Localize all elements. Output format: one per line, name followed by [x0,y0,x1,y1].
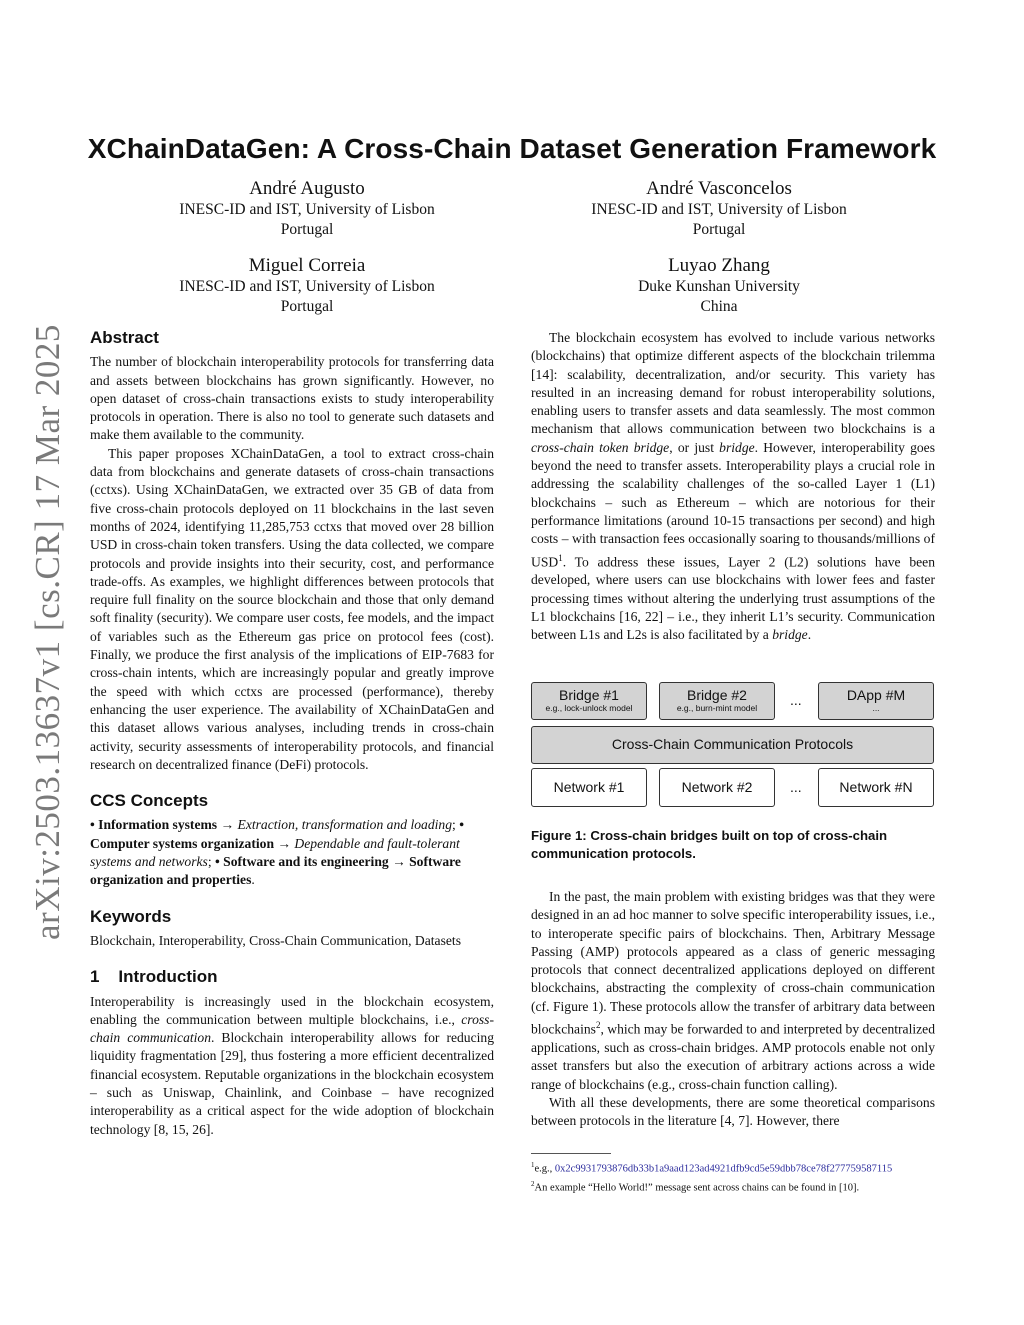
author-name: Miguel Correia [248,255,366,276]
paper-title: XChainDataGen: A Cross-Chain Dataset Generation Framework [87,133,937,164]
ccs-subterm: Dependable and fault-tolerant systems and networks [90,835,460,870]
text-span: , which may be forwarded to and interpreted by decentralized applications, such as cross-chain bridges. AMP protocols enable not only asset transfers but also the execution of arbitrary actions across a wide range of blockchains (e.g., cross-chain function calling). [531,1021,935,1092]
author-name: André Augusto [249,178,365,199]
ccs-term: • Information systems [90,817,218,833]
author-country: China [700,298,738,315]
intro-paragraph-4: With all these developments, there are some theoretical comparisons between protocols in the literature [4, 7]. However, there [531,1094,935,1129]
text-span: . Blockchain interoperability allows for reducing liquidity fragmentation [29], thus fostering a more efficient decentralized financial ecosystem. Reputable organizations in the blockchain ecosystem – such as Uniswap, Chainlink, and Coinbase – have recognized interoperability as a critical aspect for the wide adoption of blockchain technology [8, 15, 26]. [90,1030,494,1137]
author-country: Portugal [280,298,334,315]
right-column-top [531,329,935,645]
bridge-1-box [531,682,647,720]
author-block-2 [509,177,929,240]
keywords-text: Blockchain, Interoperability, Cross-Chain Communication, Datasets [90,932,461,948]
abstract-paragraph-2: This paper proposes XChainDataGen, a tool to extract cross-chain data from blockchains and generate datasets of cross-chain transactions (cctxs). Using XChainDataGen, we extracted over 35 GB of data from five cross-chain protocols deployed on 11 blockchains in the last seven months of 2024, identifying 11,285,753 cctxs that moved over 28 billion USD in cross-chain token transfers. Using the data collected, we compare protocols and provide insights into their security, cost, and performance trade-offs. As examples, we highlight differences between protocols that require full finality on the source blockchain and those that only demand soft finality (security). We compare user costs, fee models, and the impact of variables such as the Ethereum gas price on protocol fees (cost). Finally, we produce the first analysis of the implications of EIP-7683 for cross-chain intents, which are increasingly popular and greatly improve the speed with which cctxs are processed (performance), thereby enhancing the user experience. The availability of XChainDataGen and this dataset allows various analyses, including trends in cross-chain activity, security assessments of interoperability protocols, and financial research on decentralized finance (DeFi) protocols. [90,445,494,772]
ccs-heading: CCS Concepts [90,791,209,811]
footnote-mark: 1 [531,1161,535,1169]
network-1-label: Network #1 [553,779,625,795]
network-2-box [659,768,775,807]
figure-1 [531,681,935,811]
network-1-box [531,768,647,807]
author-block-3 [97,254,517,317]
italic-term: cross-chain token bridge [531,439,670,455]
footnote-1 [531,1158,935,1177]
ellipsis: ... [790,692,802,708]
text-span: Interoperability is increasingly used in the blockchain ecosystem, enabling the communication between multiple blockchains, i.e., [90,993,494,1027]
protocols-box [531,726,934,764]
left-column [90,329,494,1139]
abstract-paragraph-1: The number of blockchain interoperability protocols for transferring data and assets between blockchains has grown significantly. However, no open dataset of cross-chain transactions exists to study interoperability protocols in operation. There is also no tool to generate such datasets and make them available to the community. [90,354,494,443]
author-block-4 [509,254,929,317]
footnote-rule [531,1153,611,1154]
author-affiliation: Duke Kunshan University [638,278,800,295]
ccs-subterm: Software organization and properties [90,854,461,888]
author-affiliation: INESC-ID and IST, University of Lisbon [591,201,847,218]
abstract-heading: Abstract [90,328,159,347]
author-name: André Vasconcelos [646,178,792,199]
arrow-icon: → [277,835,292,851]
arrow-icon: → [392,854,406,870]
ccs-concepts: • Information systems → Extraction, transformation and loading; • Computer systems organization → Dependable and fault-tolerant systems and networks; • Software and its engineering → Software organization and properties. [90,817,464,888]
footnote-mark: 2 [531,1179,535,1188]
footnote-text: e.g., [534,1163,555,1175]
footnote-text: An example “Hello World!” message sent across chains can be found in [10]. [534,1182,860,1193]
bridge-2-label: Bridge #2 [687,687,747,703]
footnote-marker[interactable]: 1 [558,552,563,563]
author-name: Luyao Zhang [668,255,770,276]
ccs-subterm: Extraction, transformation and loading [237,817,452,833]
author-block-1 [97,177,517,240]
keywords-heading: Keywords [90,906,172,926]
arrow-icon: → [220,817,235,833]
text-span: . To address these issues, Layer 2 (L2) solutions have been developed, where users can use blockchains with lower fees and faster processing times without altering the underlying trust assumptions of the L1 blockchains [16, 22] – i.e., they inherit L1’s security. Communication between L1s and L2s is also facilitated by a [531,554,935,643]
bridge-1-sublabel: e.g., lock-unlock model [545,703,633,713]
intro-paragraph-3 [531,888,935,1094]
dapp-box [818,682,934,720]
bridge-2-box [659,682,775,720]
author-country: Portugal [692,221,746,238]
network-2-label: Network #2 [681,779,753,795]
figure-1-caption: Figure 1: Cross-chain bridges built on top of cross-chain communication protocols. [531,828,888,861]
right-column-bottom [531,888,935,1130]
ccs-term: • Software and its engineering [215,854,389,870]
ellipsis: ... [790,779,802,795]
bridge-1-label: Bridge #1 [559,687,619,703]
text-span: . [807,627,812,643]
footnote-marker[interactable]: 2 [595,1020,601,1031]
bridge-2-sublabel: e.g., burn-mint model [676,703,758,713]
introduction-heading: 1 Introduction [90,967,218,987]
author-country: Portugal [280,221,334,238]
author-affiliation: INESC-ID and IST, University of Lisbon [179,278,435,295]
intro-paragraph-1 [90,993,494,1139]
dapp-label: DApp #M [846,687,906,703]
footnotes [531,1158,935,1195]
text-span: In the past, the main problem with existing bridges was that they were designed in an ad hoc manner to solve specific interoperability issues, i.e., to interoperate specific pairs of blockchains. Then, Arbitrary Message Passing (AMP) protocols appeared as a class of generic messaging protocols that connect decentralized applications deployed on different blockchains, abstracting the complexity of cross-chain communication (cf. Figure 1). These protocols allow the transfer of arbitrary data between blockchains [531,889,935,1037]
arxiv-identifier: arXiv:2503.13637v1 [cs.CR] 17 Mar 2025 [28,324,67,940]
italic-term: bridge [772,627,808,643]
protocols-label: Cross-Chain Communication Protocols [611,736,854,752]
footnote-2 [531,1177,935,1196]
text-span: , or just [669,439,720,455]
transaction-hash-link[interactable]: 0x2c9931793876db33b1a9aad123ad4921dfb9cd5e59dbb78ce78f277759587115 [554,1163,893,1175]
italic-term: cross-chain communication [90,1011,494,1046]
network-n-box [818,768,934,807]
intro-paragraph-2 [531,329,935,645]
text-span: The blockchain ecosystem has evolved to include various networks (blockchains) that optimize different aspects of the blockchain trilemma [14]: scalability, decentralization, and/or security. This variety has resulted in an increasing demand for robust interoperability solutions, enabling users to transfer assets and data seamlessly. The most common mechanism that allows communication between two blockchains is a [531,330,935,437]
author-affiliation: INESC-ID and IST, University of Lisbon [179,201,435,218]
network-n-label: Network #N [839,779,913,795]
dapp-sublabel: ... [872,703,880,713]
ccs-term: • Computer systems organization [90,817,464,851]
italic-term: bridge [719,439,755,455]
text-span: . However, interoperability goes beyond the need to transfer assets. Interoperability plays a crucial role in addressing the scalability challenges of the so-called Layer 1 (L1) blockchains – such as Ethereum – which are notorious for their performance limitations (around 10-15 transactions per second) and high costs – with transaction fees occasionally soaring to thousands/millions of USD [531,439,935,570]
